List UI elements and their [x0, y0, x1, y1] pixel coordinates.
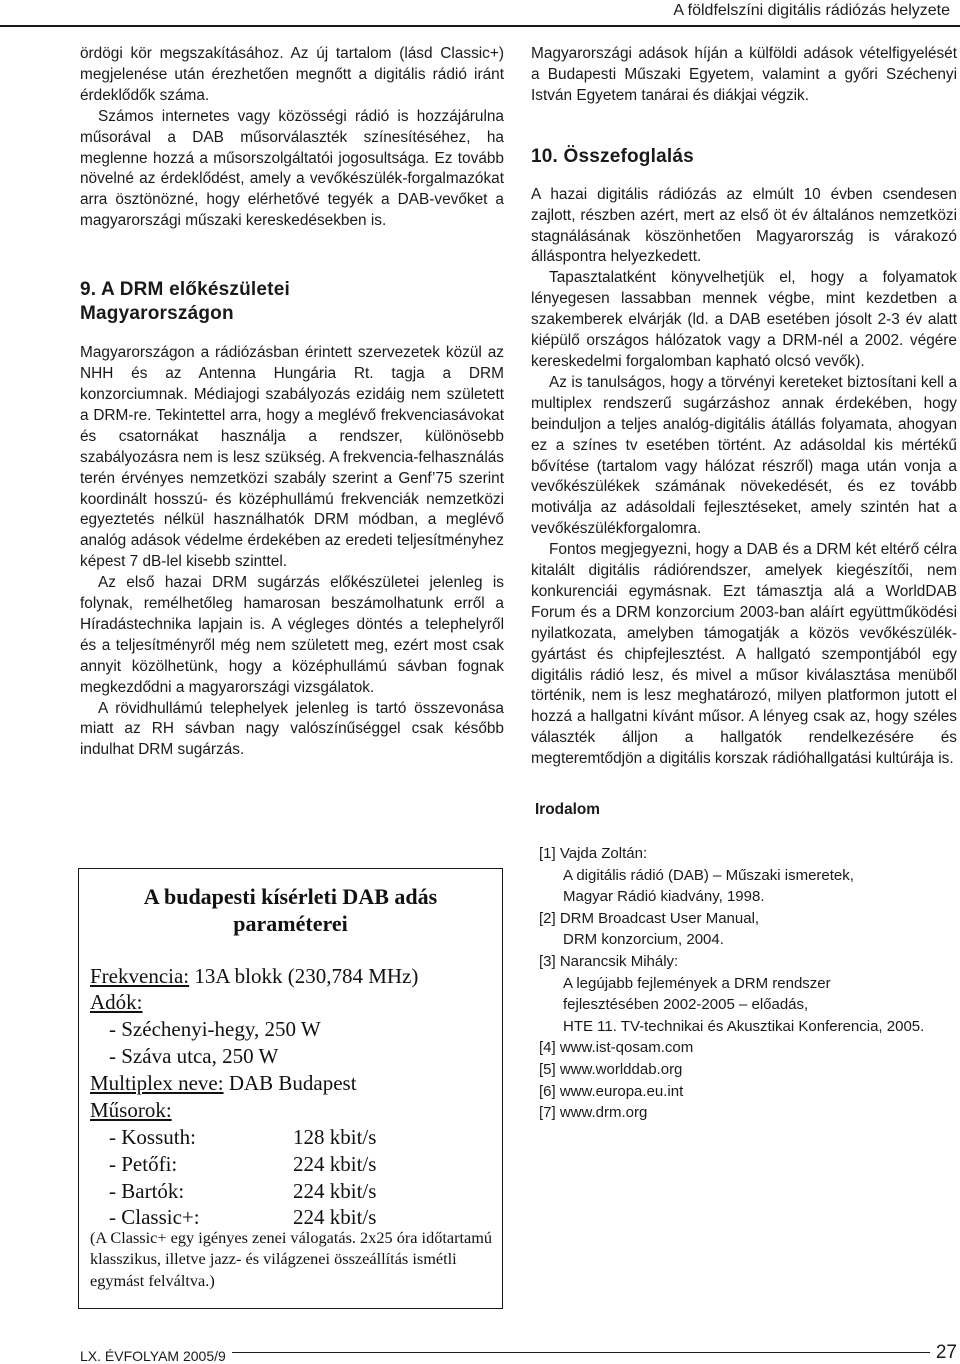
- dab-frequency-value: 13A blokk (230,784 MHz): [189, 964, 419, 988]
- dab-multiplex-value: DAB Budapest: [223, 1071, 357, 1095]
- dab-transmitters-label: [90, 989, 143, 1015]
- section-heading-drm: [80, 278, 504, 326]
- running-header-title: A földfelszíni digitális rádiózás helyzete: [673, 2, 950, 19]
- reference-line: A digitális rádió (DAB) – Műszaki ismeretek,: [563, 866, 854, 884]
- dab-programs-label-text: Műsorok:: [90, 1098, 172, 1122]
- dab-program-name: - Kossuth:: [109, 1125, 196, 1149]
- reference-head: [2] DRM Broadcast User Manual,: [539, 909, 760, 927]
- dab-multiplex-label: Multiplex neve:: [90, 1071, 224, 1095]
- reference-item: [535, 843, 957, 908]
- paragraph: A rövidhullámú telephelyek jelenleg is tartó összevonása miatt az RH sávban nagy valószínűséggel csak később indulhat DRM sugárzás.: [80, 699, 504, 759]
- paragraph: A hazai digitális rádiózás az elmúlt 10 évben csendesen zajlott, részben azért, mert az első öt év általános nemzetközi stagnálásának köszönhetően Magyarország is várakozó álláspontra helyezkedett.: [531, 185, 957, 266]
- reference-head: [6] www.europa.eu.int: [539, 1082, 684, 1100]
- dab-transmitter: - Széchenyi-hegy, 250 W: [109, 1017, 321, 1041]
- dab-program-rate: 224 kbit/s: [293, 1179, 377, 1203]
- reference-head: [7] www.drm.org: [539, 1104, 648, 1122]
- reference-head: [1] Vajda Zoltán:: [539, 845, 648, 862]
- paragraph: Az első hazai DRM sugárzás előkészületei jelenleg is folynak, remélhetőleg hamarosan beszámolhatunk erről a Híradástechnika lapjain is. A végleges döntés a telephelyről és a teljesítményről még nem született meg, ezért most csak annyit közölhetünk, hogy a középhullámú sávban fognak megkezdődni a magyarországi vizsgálatok.: [80, 574, 504, 696]
- paragraph: Számos internetes vagy közösségi rádió is hozzájárulna műsorával a DAB műsorválaszték színesítéséhez, ha meglenne hozzá a műsorszolgáltatói jogosultsága. Ez tovább növelné az érdeklődést, amely a vevőkészülék-forgalmazókat arra ösztönözné, hogy elérhetővé tegyék a DAB-vevőket a magyarországi műszaki kereskedésekben is.: [80, 107, 504, 230]
- section-heading-line: Magyarországon: [80, 303, 234, 325]
- reference-head: [4] www.ist-qosam.com: [539, 1039, 694, 1057]
- reference-item: [535, 951, 957, 1037]
- reference-head: [5] www.worlddab.org: [539, 1060, 683, 1078]
- dab-program-name: - Petőfi:: [109, 1152, 178, 1176]
- left-column: [80, 44, 504, 761]
- paragraph: ördögi kör megszakításához. Az új tartalom (lásd Classic+) megjelenése után érezhetően megnőtt a digitális rádió iránt érdeklődők száma.: [80, 45, 504, 104]
- paragraph: Magyarországi adások híján a külföldi adások vételfigyelését a Budapesti Műszaki Egyetem, valamint a győri Széchenyi István Egyetem tanárai és diákjai végzik.: [531, 45, 957, 104]
- dab-note: (A Classic+ egy igényes zenei válogatás. 2x25 óra időtartamú klasszikus, illetve jazz- és világzenei összeállítás ismétli egymást felváltva.): [90, 1228, 493, 1290]
- reference-item: [535, 1081, 957, 1103]
- reference-item: [535, 1037, 957, 1059]
- reference-line: HTE 11. TV-technikai és Akusztikai Konferencia, 2005.: [563, 1017, 925, 1035]
- reference-head: [3] Narancsik Mihály:: [539, 952, 679, 970]
- references-title: Irodalom: [535, 801, 600, 819]
- dab-transmitters-label-text: Adók:: [90, 990, 143, 1014]
- paragraph: Magyarországon a rádiózásban érintett szervezetek közül az NHH és az Antenna Hungária Rt. tagja a DRM konzorciumnak. Médiajogi szabályozás ezidáig nem született a DRM-re. Tekintettel arra, hogy a meglévő frekvenciasávokat és csatornákat használja a rendszer, különösebb szabályozásra nem is lesz szükség. A frekvencia-felhasználás terén érvényes nemzetközi szabály szerint a Genf’75 szerint koordinált hosszú- és középhullámú frekvenciák nemzetközi egyeztetés nélkül használhatók DRM módban, a meglévő analóg adások védelme érdekében az eredeti teljesítményhez képest 7 dB-lel kisebb szinttel.: [80, 344, 504, 571]
- reference-line: A legújabb fejlemények a DRM rendszer: [563, 974, 831, 992]
- section-heading-line: 9. A DRM előkészületei: [80, 279, 290, 301]
- dab-program-rate: 128 kbit/s: [293, 1125, 377, 1149]
- running-header: [0, 0, 960, 26]
- right-column: [531, 44, 957, 1124]
- section-heading-summary: 10. Összefoglalás: [531, 145, 694, 167]
- paragraph: Fontos megjegyezni, hogy a DAB és a DRM két eltérő célra kitalált digitális rádiórendszer, amelyek kiegészítői, nem konkurenciái egymásnak. Ezt támasztja alá a WorldDAB Forum és a DRM konzorcium 2003-ban aláírt együttműködési nyilatkozata, amelyben támogatják a közös vevőkészülék-gyártást és chipfejlesztést. A hallgató szempontjából egy digitális rádió lesz, és mivel a műsor kiválasztása menüből történik, nem is lesz meghatározó, milyen platformon jutott el hozzá a hallgatni kívánt műsor. A lényeg csak az, hogy széles választék álljon a hallgatók rendelkezésére és megteremtődjön a digitális korszak rádióhallgatási kultúrája is.: [531, 541, 957, 768]
- dab-parameters-box: [78, 868, 503, 1309]
- footer-issue: LX. ÉVFOLYAM 2005/9: [80, 1349, 232, 1363]
- header-rule: [0, 25, 960, 27]
- dab-program-rate: 224 kbit/s: [293, 1152, 377, 1176]
- reference-item: [535, 1059, 957, 1081]
- reference-item: [535, 1102, 957, 1124]
- reference-line: fejlesztésében 2002-2005 – előadás,: [563, 996, 809, 1014]
- reference-line: Magyar Rádió kiadvány, 1998.: [563, 888, 765, 906]
- paragraph: Az is tanulságos, hogy a törvényi kereteket biztosítani kell a multiplex rendszerű sugárzáshoz annak érdekében, hogy beinduljon a teljes analóg-digitális átállás folyamata, ahogyan ez a színes tv esetében történt. Az adásoldal kis mértékű bővítése (tartalom vagy hálózat részről) maga után vonja a vevőkészülékek számának növekedését, és ez tovább motiválja az adásoldali fejlesztéseket, amely szintén hat a vevőkészülékforgalomra.: [531, 373, 957, 538]
- reference-line: DRM konzorcium, 2004.: [563, 931, 724, 949]
- dab-programs-label: [90, 1097, 172, 1123]
- dab-box-title: [79, 883, 502, 937]
- dab-program-rate: 224 kbit/s: [293, 1205, 377, 1229]
- dab-frequency: [90, 963, 418, 989]
- references-list: [531, 843, 957, 1124]
- page-number: 27: [930, 1343, 957, 1363]
- dab-box-title-line: A budapesti kísérleti DAB adás: [143, 884, 438, 909]
- dab-box-title-line: paraméterei: [233, 911, 348, 936]
- paragraph: Tapasztalatként könyvelhetjük el, hogy a folyamatok lényegesen lassabban mennek végbe, mint kezdetben a szakemberek elvárják (ld. a DAB esetében jósolt 2-3 év alatt kiépülő országos hálózatok vagy a DRM-nél a 2002. végére kereskedelmi forgalomban kapható olcsó vevők).: [531, 269, 957, 370]
- dab-multiplex: [90, 1070, 357, 1096]
- dab-frequency-label: Frekvencia:: [90, 964, 190, 988]
- dab-program-name: - Classic+:: [109, 1205, 200, 1229]
- reference-item: [535, 908, 957, 951]
- dab-transmitter: - Száva utca, 250 W: [109, 1044, 279, 1068]
- dab-program-name: - Bartók:: [109, 1179, 185, 1203]
